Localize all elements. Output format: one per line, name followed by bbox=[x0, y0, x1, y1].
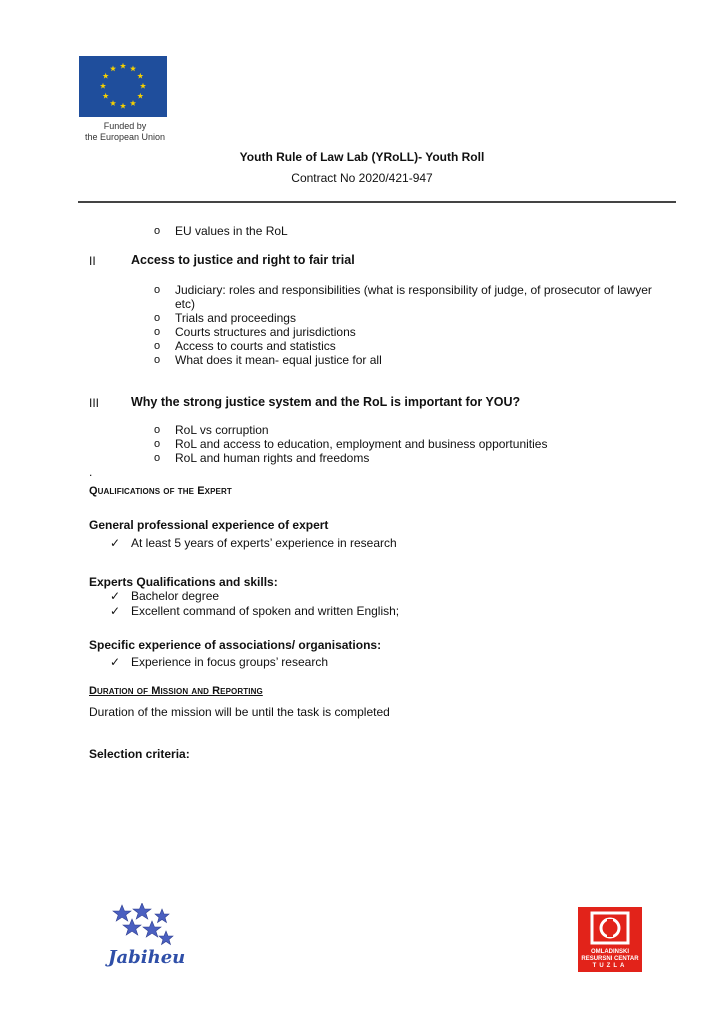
eu-star-icon bbox=[120, 63, 126, 69]
eu-star-icon bbox=[130, 65, 136, 71]
selection-criteria-heading: Selection criteria: bbox=[89, 747, 190, 761]
eu-star-icon bbox=[103, 93, 109, 99]
list-item-text: EU values in the RoL bbox=[175, 224, 288, 238]
eu-stars-icon bbox=[79, 56, 167, 117]
duration-heading-text: Duration of Mission and Reporting bbox=[89, 685, 263, 697]
bullet-marker: o bbox=[154, 354, 161, 366]
section-numeral: III bbox=[89, 396, 100, 410]
bullet-marker: o bbox=[154, 438, 161, 450]
list-item bbox=[154, 423, 674, 437]
orc-logo-line3: TUZLA bbox=[592, 963, 628, 969]
qualifications-heading: Qualifications of the Expert bbox=[89, 485, 232, 497]
list-item bbox=[154, 224, 674, 238]
eu-star-icon bbox=[140, 83, 146, 89]
list-item bbox=[154, 353, 674, 367]
list-item bbox=[154, 311, 674, 325]
checkmark-icon: ✓ bbox=[110, 655, 121, 669]
header-divider bbox=[78, 201, 676, 203]
specific-experience-heading: Specific experience of associations/ organisations: bbox=[89, 638, 382, 652]
bullet-marker: o bbox=[154, 452, 161, 464]
eu-star-icon bbox=[103, 73, 109, 79]
list-item bbox=[154, 451, 674, 465]
checkmark-icon: ✓ bbox=[110, 536, 121, 550]
duration-text: Duration of the mission will be until the task is completed bbox=[89, 705, 390, 719]
jabiheu-logo-text: Jabiheu bbox=[108, 947, 186, 968]
omladinski-resursni-centar-logo bbox=[578, 907, 642, 972]
section-title: Access to justice and right to fair trial bbox=[131, 253, 355, 267]
general-experience-heading: General professional experience of expert bbox=[89, 518, 329, 532]
eu-caption-line1: Funded by bbox=[103, 121, 147, 131]
eu-star-icon bbox=[110, 100, 116, 106]
list-item-text: Courts structures and jurisdictions bbox=[175, 325, 356, 339]
contract-number: Contract No 2020/421-947 bbox=[291, 171, 433, 185]
list-item-text: RoL vs corruption bbox=[175, 423, 269, 437]
check-item-text: Bachelor degree bbox=[131, 589, 220, 603]
stray-dot: . bbox=[89, 465, 93, 479]
skills-heading: Experts Qualifications and skills: bbox=[89, 575, 278, 589]
list-item-text: RoL and access to education, employment and business opportunities bbox=[175, 437, 548, 451]
eu-star-icon bbox=[120, 103, 126, 109]
eu-flag-logo bbox=[79, 56, 167, 117]
eu-star-icon bbox=[137, 73, 143, 79]
section-numeral: II bbox=[89, 254, 96, 268]
checkmark-icon: ✓ bbox=[110, 604, 121, 618]
eu-star-icon bbox=[100, 83, 106, 89]
orc-emblem-icon bbox=[578, 907, 642, 947]
eu-star-icon bbox=[137, 93, 143, 99]
orc-logo-line2: RESURSNI CENTAR bbox=[581, 956, 639, 962]
check-item-text: Excellent command of spoken and written English; bbox=[131, 604, 400, 618]
section-title: Why the strong justice system and the RoL is important for YOU? bbox=[131, 395, 521, 409]
list-item bbox=[154, 339, 674, 353]
document-title: Youth Rule of Law Lab (YRoLL)- Youth Roll bbox=[239, 150, 485, 164]
list-item-text: Judiciary: roles and responsibilities (what is responsibility of judge, of prosecutor of lawyer etc) bbox=[175, 283, 652, 311]
bullet-marker: o bbox=[154, 284, 161, 296]
list-item-text: Access to courts and statistics bbox=[175, 339, 336, 353]
list-item bbox=[154, 283, 674, 311]
bullet-marker: o bbox=[154, 326, 161, 338]
jabiheu-logo bbox=[108, 903, 188, 973]
bullet-marker: o bbox=[154, 340, 161, 352]
list-item-text: RoL and human rights and freedoms bbox=[175, 451, 370, 465]
list-item-text: What does it mean- equal justice for all bbox=[175, 353, 382, 367]
check-item-text: At least 5 years of experts’ experience in research bbox=[131, 536, 397, 550]
eu-funding-caption bbox=[70, 121, 180, 143]
list-item-text: Trials and proceedings bbox=[175, 311, 296, 325]
checkmark-icon: ✓ bbox=[110, 589, 121, 603]
orc-logo-line1: OMLADINSKI bbox=[591, 949, 629, 955]
duration-heading bbox=[89, 685, 263, 697]
eu-star-icon bbox=[110, 65, 116, 71]
eu-caption-line2: the European Union bbox=[84, 132, 166, 142]
list-item bbox=[154, 325, 674, 339]
check-item-text: Experience in focus groups’ research bbox=[131, 655, 328, 669]
bullet-marker: o bbox=[154, 225, 161, 237]
eu-star-icon bbox=[130, 100, 136, 106]
bullet-marker: o bbox=[154, 312, 161, 324]
list-item bbox=[154, 437, 674, 451]
bullet-marker: o bbox=[154, 424, 161, 436]
